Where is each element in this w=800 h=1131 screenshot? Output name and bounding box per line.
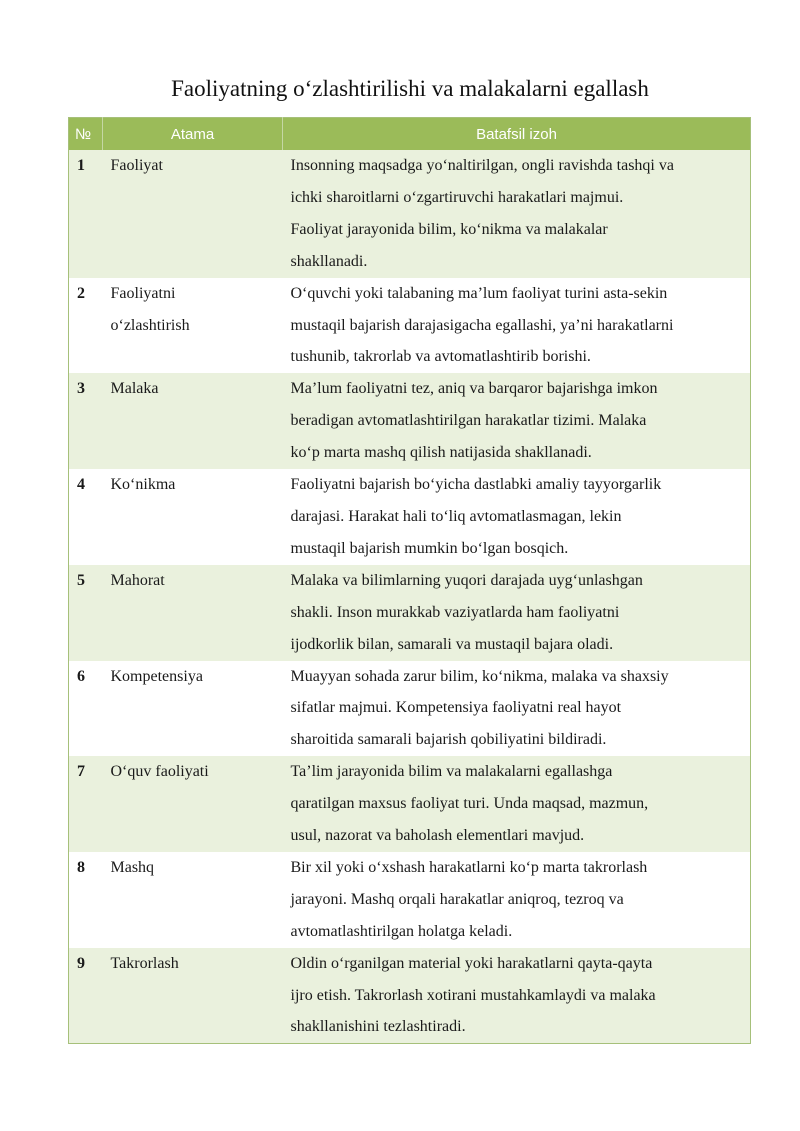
table-row: [69, 756, 751, 852]
row-description: [283, 278, 751, 374]
row-description: [283, 661, 751, 757]
description-line: mustaqil bajarish mumkin bo‘lgan bosqich.: [290, 539, 569, 557]
term-line: Ko‘nikma: [110, 476, 176, 494]
row-description: [283, 469, 751, 565]
description-line: shakli. Inson murakkab vaziyatlarda ham faoliyatni: [290, 603, 620, 621]
row-description: [283, 150, 751, 278]
row-term: [103, 852, 283, 948]
row-number: 8: [69, 852, 103, 948]
row-term: [103, 150, 283, 278]
term-line: Mahorat: [110, 571, 165, 589]
term-line: Malaka: [110, 380, 159, 398]
description-line: avtomatlashtirilgan holatga keladi.: [290, 922, 513, 940]
description-line: sifatlar majmui. Kompetensiya faoliyatni real hayot: [290, 699, 622, 717]
description-line: shakllanishini tezlashtiradi.: [290, 1018, 466, 1036]
table-row: [69, 948, 751, 1044]
table-body: [69, 150, 751, 1044]
description-line: ijodkorlik bilan, samarali va mustaqil bajara oladi.: [290, 635, 614, 653]
row-number: 9: [69, 948, 103, 1044]
header-description: Batafsil izoh: [283, 118, 751, 151]
row-term: [103, 661, 283, 757]
page-title: Faoliyatning o‘zlashtirilishi va malakalarni egallash: [171, 76, 649, 101]
table-row: [69, 852, 751, 948]
row-term: [103, 756, 283, 852]
table-row: [69, 469, 751, 565]
description-line: jarayoni. Mashq orqali harakatlar aniqroq, tezroq va: [290, 890, 624, 908]
row-number: 4: [69, 469, 103, 565]
table-row: [69, 373, 751, 469]
description-line: Insonning maqsadga yo‘naltirilgan, ongli ravishda tashqi va: [290, 157, 674, 174]
row-term: [103, 948, 283, 1044]
description-line: Oldin o‘rganilgan material yoki harakatlarni qayta-qayta: [290, 954, 653, 972]
header-row: [69, 118, 751, 151]
header-number: №: [69, 118, 103, 151]
description-line: ijro etish. Takrorlash xotirani mustahkamlaydi va malaka: [290, 986, 656, 1004]
description-line: Bir xil yoki o‘xshash harakatlarni ko‘p marta takrorlash: [290, 858, 648, 876]
description-line: ko‘p marta mashq qilish natijasida shakllanadi.: [290, 444, 592, 462]
description-line: shakllanadi.: [290, 252, 368, 270]
description-line: O‘quvchi yoki talabaning ma’lum faoliyat turini asta-sekin: [290, 284, 668, 302]
row-number: 1: [69, 150, 103, 278]
description-line: Ma’lum faoliyatni tez, aniq va barqaror bajarishga imkon: [290, 380, 658, 398]
terms-table: [68, 117, 751, 1044]
term-line: o‘zlashtirish: [110, 316, 190, 334]
description-line: qaratilgan maxsus faoliyat turi. Unda maqsad, mazmun,: [290, 795, 649, 813]
description-line: Faoliyatni bajarish bo‘yicha dastlabki amaliy tayyorgarlik: [290, 476, 662, 494]
description-line: Faoliyat jarayonida bilim, ko‘nikma va malakalar: [290, 220, 608, 238]
term-line: Faoliyat: [110, 157, 163, 174]
term-line: Faoliyatni: [110, 284, 176, 302]
description-line: sharoitida samarali bajarish qobiliyatini bildiradi.: [290, 731, 607, 749]
row-number: 5: [69, 565, 103, 661]
table-header: [69, 118, 751, 151]
row-number: 7: [69, 756, 103, 852]
row-term: [103, 469, 283, 565]
term-line: Takrorlash: [110, 954, 179, 972]
description-line: Muayyan sohada zarur bilim, ko‘nikma, malaka va shaxsiy: [290, 667, 669, 685]
row-description: [283, 373, 751, 469]
row-term: [103, 565, 283, 661]
description-line: darajasi. Harakat hali to‘liq avtomatlasmagan, lekin: [290, 507, 622, 525]
row-description: [283, 756, 751, 852]
term-line: Kompetensiya: [110, 667, 203, 685]
row-number: 3: [69, 373, 103, 469]
row-number: 2: [69, 278, 103, 374]
description-line: usul, nazorat va baholash elementlari mavjud.: [290, 827, 585, 845]
row-description: [283, 948, 751, 1044]
header-term: Atama: [103, 118, 283, 151]
row-description: [283, 565, 751, 661]
description-line: mustaqil bajarish darajasigacha egallashi, ya’ni harakatlarni: [290, 316, 674, 334]
row-description: [283, 852, 751, 948]
term-line: Mashq: [110, 858, 155, 876]
row-number: 6: [69, 661, 103, 757]
table-row: [69, 661, 751, 757]
table-row: [69, 278, 751, 374]
table-row: [69, 565, 751, 661]
description-line: Ta’lim jarayonida bilim va malakalarni egallashga: [290, 763, 613, 781]
term-line: O‘quv faoliyati: [110, 763, 209, 781]
description-line: beradigan avtomatlashtirilgan harakatlar tizimi. Malaka: [290, 412, 647, 430]
row-term: [103, 278, 283, 374]
description-line: ichki sharoitlarni o‘zgartiruvchi harakatlari majmui.: [290, 188, 624, 206]
description-line: tushunib, takrorlab va avtomatlashtirib borishi.: [290, 348, 591, 366]
row-term: [103, 373, 283, 469]
table-row: [69, 150, 751, 278]
description-line: Malaka va bilimlarning yuqori darajada uyg‘unlashgan: [290, 571, 643, 589]
